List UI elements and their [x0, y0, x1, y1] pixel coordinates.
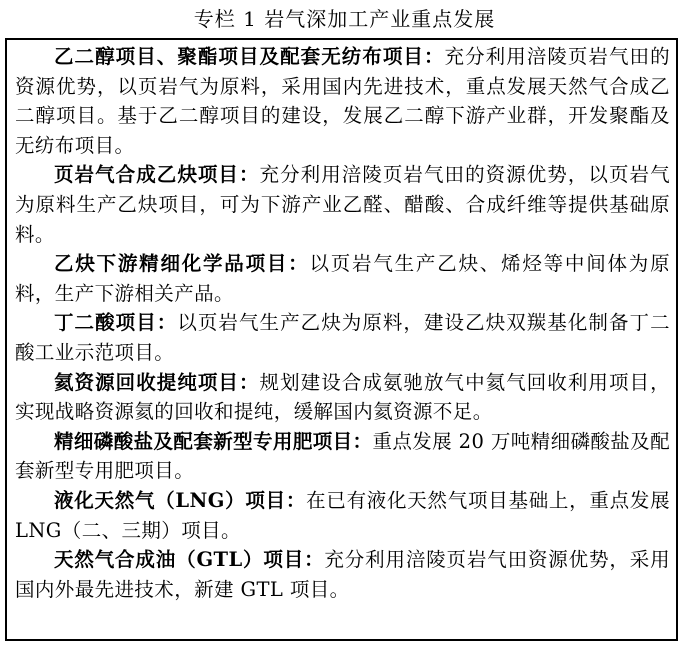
project-body: 充分利用涪陵页岩气田的资源优势，以页岩气为原料生产乙炔项目，可为下游产业乙醛、醋酸、合成纤维等提供基础原料。 — [15, 163, 670, 246]
project-item-succinic-acid — [15, 308, 670, 367]
project-body: 充分利用涪陵页岩气田的资源优势，以页岩气为原料，采用国内先进技术，重点发展天然气合成乙二醇项目。基于乙二醇项目的建设，发展乙二醇下游产业群，开发聚酯及无纺布项目。 — [15, 45, 670, 157]
project-heading: 液化天然气（LNG）项目： — [54, 488, 307, 512]
project-item-helium — [15, 368, 670, 427]
column-box — [5, 38, 678, 641]
project-heading: 天然气合成油（GTL）项目： — [54, 548, 325, 572]
project-body: 重点发展 20 万吨精细磷酸盐及配套新型专用肥项目。 — [15, 429, 670, 483]
project-item-acetylene — [15, 160, 670, 249]
project-heading: 丁二酸项目： — [54, 311, 178, 335]
project-body: 充分利用涪陵页岩气田资源优势，采用国内外最先进技术，新建 GTL 项目。 — [15, 548, 670, 601]
project-body: 以页岩气生产乙炔、烯烃等中间体为原料，生产下游相关产品。 — [15, 252, 670, 305]
project-item-phosphate — [15, 427, 670, 486]
project-body: 规划建设合成氨驰放气中氦气回收利用项目，实现战略资源氦的回收和提纯，缓解国内氦资源不足。 — [15, 370, 670, 424]
project-body: 以页岩气生产乙炔为原料，建设乙炔双羰基化制备丁二酸工业示范项目。 — [15, 311, 670, 364]
project-heading: 氦资源回收提纯项目： — [54, 370, 260, 394]
project-heading: 乙二醇项目、聚酯项目及配套无纺布项目： — [54, 45, 445, 68]
project-item-ethylene-glycol — [15, 42, 670, 160]
project-heading: 乙炔下游精细化学品项目： — [54, 252, 310, 276]
project-item-gtl — [15, 545, 670, 604]
project-item-acetylene-downstream — [15, 249, 670, 308]
project-item-lng — [15, 486, 670, 545]
project-body: 在已有液化天然气项目基础上，重点发展 LNG（二、三期）项目。 — [15, 488, 671, 542]
project-heading: 精细磷酸盐及配套新型专用肥项目： — [54, 429, 373, 453]
project-heading: 页岩气合成乙炔项目： — [54, 163, 260, 187]
column-title: 专栏 1 岩气深加工产业重点发展 — [193, 7, 496, 31]
